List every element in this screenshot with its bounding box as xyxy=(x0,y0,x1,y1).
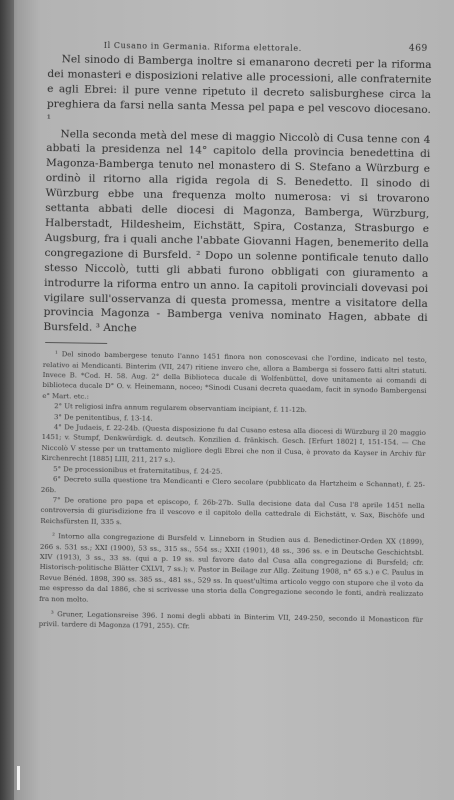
book-spine-shadow xyxy=(0,0,14,800)
running-head-title: Il Cusano in Germania. Riforma elettorale. xyxy=(103,40,302,53)
body-paragraph: Nel sinodo di Bamberga inoltre si emanarono decreti per la riforma dei monasteri e disposizioni relative alle processioni, alle confraternite e agli Ebrei: il pure venne ripetuto il decreto salisburghese circa la preghiera da farsi nella santa Messa pel papa e pel vescovo diocesano. ¹ xyxy=(46,53,432,125)
scan-edge-mark xyxy=(17,766,20,790)
body-text xyxy=(43,52,431,341)
page-number: 469 xyxy=(408,43,428,54)
footnote-item: 3° De penitentibus, f. 13-14. xyxy=(53,412,153,423)
body-paragraph: Nella seconda metà del mese di maggio Niccolò di Cusa tenne con 4 abbati la presidenza nel 14° capitolo della provincia benedettina di Magonza-Bamberga tenuto nel monastero di S. Stefano a Würzburg e ordinò il ritorno alla rigida regola di S. Benedetto. Il sinodo di Würzburg ebbe una frequenza molto numerosa: vi si trovarono settanta abbati delle diocesi di Magonza, Bamberga, Würzburg, Halberstadt, Hildesheim, Eichstätt, Spira, Costanza, Strasburgo e Augsburg, fra i quali anche l'abbate Giovanni Hagen, benemerito della congregazione di Bursfeld. ² Dopo un solenne pontificale tenuto dallo stesso Niccolò, tutti gli abbati furono obbligati con giuramento a introdurre la riforma entro un anno. Ia capitoli provinciali dovevasi poi vigilare sull'osservanza di questa promessa, mentre a visitatore della provincia Magonza - Bamberga veniva nominato Hagen, abbate di Bursfeld. ³ Anche xyxy=(43,127,431,335)
footnote-item: 7° De oratione pro papa et episcopo, f. 26b-27b. Sulla decisione data dal Cusa l'8 aprile 1451 nella controversia di giurisdizione fra il vescovo e il capitolo della cattedrale di Eichstätt, v. Sax, Bischöfe und Reichsfürsten II, 335 s. xyxy=(40,496,425,526)
footnote: ¹ Del sinodo bambergese tenuto l'anno 1451 finora non conoscevasi che l'ordine, indicato nel testo, relativo ai Mendicanti. Binterim (VII, 247) ritiene invero che, allora a Bamberga si fossero fatti altri statuti. Invece B. *Cod. H. 58. Aug. 2° della Biblioteca ducale di Wolfenbüttel, dove unitamente ai comandi di biblioteca ducale D° O. v. Heinemann, noceo; *Sinodi Cusani decreta quaedam, facit in synodo Bambergensi e° Mart. etc.: xyxy=(42,350,428,401)
footnote: ³ Gruner, Legationsreise 396. I nomi degli abbati in Binterim VII, 249-250, secondo il Monasticon für privil. tardere di Magonza (1791, 255). Cfr. xyxy=(38,610,423,631)
footnote-item: 2° Ut religiosi infra annum regularem observantiam incipiant, f. 11-12b. xyxy=(54,402,307,415)
footnote-item: 6° Decreto sulla questione tra Mendicanti e Clero secolare (pubblicato da Hartzheim e Schannat), f. 25-26b. xyxy=(40,475,426,494)
footnote-item: 4° De Judaeis, f. 22-24b. (Questa disposizione fu dal Cusano estesa alla diocesi di Würzburg il 20 maggio 1451; v. Stumpf, Denkwürdigk. d. deutsch. Konzilien d. fränkisch. Gesch. [Erfurt 1802] I, 151-154. — Che Niccolò V stesse per un trattamento migliore degli Ebrei che non il Cusa, è provato da Kayser in Archiv für Kirchenrecht [1885] LIII, 211, 217 s.). xyxy=(41,423,426,465)
footnote-item: 5° De processionibus et fraternitatibus, f. 24-25. xyxy=(53,464,223,476)
footnotes xyxy=(39,349,427,636)
footnote: ² Intorno alla congregazione di Bursfeld v. Linneborn in Studien aus d. Benedictiner-Orden XX (1899), 266 s. 531 ss.; XXI (1900), 53 ss., 315 ss., 554 ss.; XXII (1901), 48 ss., 396 ss. e in Deutsche Geschichtsbl. XIV (1913), 3 ss., 33 ss. (qui a p. 19 ss. sul favore dato dal Cusa alla congregazione di Bursfeld; cfr. Historisch-politische Blätter CXLVI, 7 ss.); v. Pastor in Beilage zur Allg. Zeitung 1908, n° 65 s.) e C. Paulus in Revue Bénéd. 1898, 390 ss. 385 ss., 481 ss., 529 ss. In quest'ultima articolo veggo con stupore che il voto da me espresso da dal 1886, che si scrivesse una storia della Congregazione secondo le fonti, andrà realizzato fra non molto. xyxy=(39,532,425,604)
footnote-rule xyxy=(45,342,107,344)
page-content xyxy=(39,36,432,636)
